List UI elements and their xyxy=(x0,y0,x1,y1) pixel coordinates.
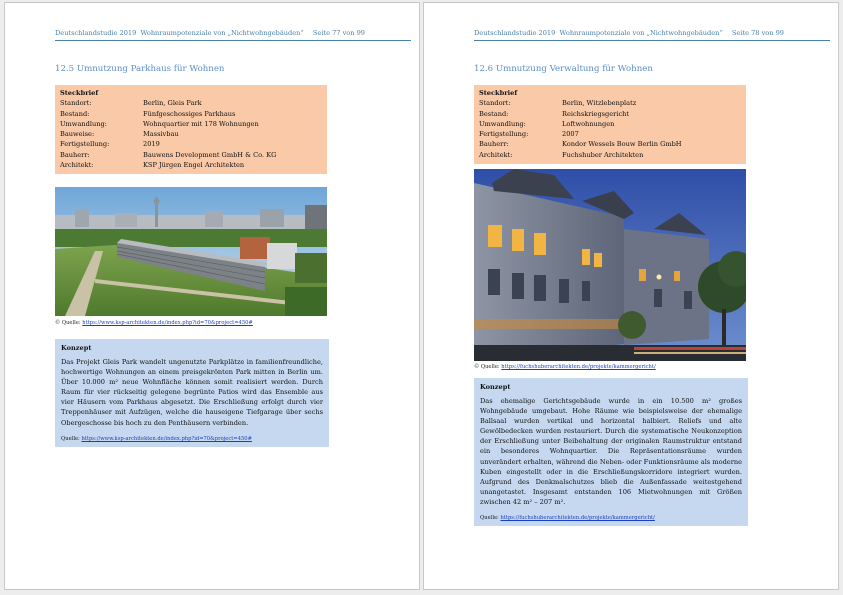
steckbrief-value: Fünfgeschossiges Parkhaus xyxy=(143,109,236,118)
project-photo-kammergericht xyxy=(474,169,746,361)
steckbrief-row xyxy=(60,160,322,170)
caption-prefix: © Quelle: xyxy=(474,364,500,370)
steckbrief-value: Berlin, Gleis Park xyxy=(143,99,202,108)
header-subtitle: Wohnraumpotenziale von „Nichtwohngebäuden“ xyxy=(559,29,723,37)
steckbrief-key: Bauherr: xyxy=(479,140,509,149)
caption-prefix: © Quelle: xyxy=(55,320,81,326)
steckbrief-title: Steckbrief xyxy=(479,89,518,97)
concept-box xyxy=(55,339,329,447)
steckbrief-value: 2019 xyxy=(143,140,160,149)
concept-box xyxy=(474,378,748,526)
steckbrief-row xyxy=(60,150,322,160)
header-subtitle: Wohnraumpotenziale von „Nichtwohngebäuden“ xyxy=(140,29,304,37)
header-study: Deutschlandstudie 2019 xyxy=(474,29,556,37)
steckbrief-key: Umwandlung: xyxy=(60,119,107,128)
concept-text: Das ehemalige Gerichtsgebäude wurde in ein 10.500 m² großes Wohngebäude umgebaut. Hohe Räume wie beispielsweise der ehemalige Ballsaal wurden vertikal und horizontal halbiert. Reliefs und alte Gewölbedecken wurden restauriert. Durch die systematische Neukonzeption der Erschließung unter Beibehaltung der originalen Raumstruktur entstand ein besonderes Wohnquartier. Die Repräsentationsräume wurden unverändert erhalten, während die Neben- oder Funktionsräume als moderne Kuben eingestellt oder in die Erschließungskorridore integriert wurden. Aufgrund des Denkmalschutzes blieb die Außenfassade weitestgehend unangetastet. Insgesamt entstanden 106 Mietwohnungen mit Größen zwischen 42 m² – 207 m². xyxy=(480,397,742,506)
steckbrief-row xyxy=(479,129,741,139)
steckbrief-key: Bestand: xyxy=(479,109,509,118)
steckbrief-row xyxy=(479,98,741,108)
steckbrief-row xyxy=(60,98,322,108)
steckbrief-key: Umwandlung: xyxy=(479,119,526,128)
steckbrief-value: Loftwohnungen xyxy=(562,119,615,128)
steckbrief-row xyxy=(479,119,741,129)
concept-source-link[interactable]: https://fuchshuberarchitekten.de/projekte/kammergericht/ xyxy=(500,515,655,522)
document-page-77 xyxy=(4,2,420,590)
concept-title: Konzept xyxy=(480,383,511,391)
concept-source-prefix: Quelle: xyxy=(480,515,499,522)
steckbrief-value: Kondor Wessels Bouw Berlin GmbH xyxy=(562,140,682,149)
steckbrief-row xyxy=(60,129,322,139)
steckbrief-value: Fuchshuber Architekten xyxy=(562,150,644,159)
steckbrief-key: Fertigstellung: xyxy=(60,140,110,149)
steckbrief-key: Architekt: xyxy=(60,161,94,170)
project-photo-gleis-park xyxy=(55,187,327,316)
steckbrief-value: Berlin, Witzlebenplatz xyxy=(562,99,637,108)
steckbrief-title: Steckbrief xyxy=(60,89,99,97)
page-number: Seite 78 von 99 xyxy=(731,29,784,37)
steckbrief-row xyxy=(60,109,322,119)
caption-source-link[interactable]: https://www.ksp-architekten.de/index.php?id=70&project=450# xyxy=(82,320,253,326)
steckbrief-key: Architekt: xyxy=(479,150,513,159)
steckbrief-box xyxy=(474,85,746,164)
concept-source xyxy=(480,515,742,521)
page-header xyxy=(55,29,411,41)
concept-source xyxy=(61,436,323,442)
steckbrief-value: Massivbau xyxy=(143,130,179,139)
steckbrief-key: Bestand: xyxy=(60,109,90,118)
steckbrief-key: Fertigstellung: xyxy=(479,130,529,139)
steckbrief-value: 2007 xyxy=(562,130,579,139)
photo-caption xyxy=(55,320,253,326)
concept-source-link[interactable]: https://www.ksp-architekten.de/index.php?id=70&project=450# xyxy=(81,435,252,442)
steckbrief-value: Wohnquartier mit 178 Wohnungen xyxy=(143,119,259,128)
steckbrief-row xyxy=(479,109,741,119)
steckbrief-row xyxy=(479,139,741,149)
steckbrief-box xyxy=(55,85,327,174)
concept-source-prefix: Quelle: xyxy=(61,435,80,442)
header-study: Deutschlandstudie 2019 xyxy=(55,29,137,37)
page-number: Seite 77 von 99 xyxy=(312,29,365,37)
section-title: 12.5 Umnutzung Parkhaus für Wohnen xyxy=(55,64,225,74)
steckbrief-value: Bauwens Development GmbH & Co. KG xyxy=(143,150,277,159)
page-header xyxy=(474,29,830,41)
steckbrief-row xyxy=(60,119,322,129)
steckbrief-key: Standort: xyxy=(479,99,511,108)
concept-title: Konzept xyxy=(61,344,92,352)
steckbrief-value: KSP Jürgen Engel Architekten xyxy=(143,161,245,170)
steckbrief-key: Bauweise: xyxy=(60,130,95,139)
steckbrief-key: Bauherr: xyxy=(60,150,90,159)
steckbrief-key: Standort: xyxy=(60,99,92,108)
steckbrief-row xyxy=(479,150,741,160)
caption-source-link[interactable]: https://fuchshuberarchitekten.de/projekte/kammergericht/ xyxy=(501,364,656,370)
section-title: 12.6 Umnutzung Verwaltung für Wohnen xyxy=(474,64,653,74)
steckbrief-value: Reichskriegsgericht xyxy=(562,109,630,118)
document-page-78 xyxy=(423,2,839,590)
photo-caption xyxy=(474,364,656,370)
concept-text: Das Projekt Gleis Park wandelt ungenutzte Parkplätze in familienfreundliche, hochwertige Wohnungen an einem preisgekrönten Park mitten in Berlin um. Über 10.000 m² neue Wohnfläche können somit realisiert werden. Durch Raum für vier rückseitig gelegene begrünte Patios wird das Ensemble aus vier Häusern vom Parkhaus abgesetzt. Die Erschließung erfolgt durch vier Treppenhäuser mit Aufzügen, welche die hauseigene Tiefgarage über sechs Obergeschosse bis hoch zu den Penthäusern verbinden. xyxy=(61,358,323,427)
steckbrief-row xyxy=(60,139,322,149)
